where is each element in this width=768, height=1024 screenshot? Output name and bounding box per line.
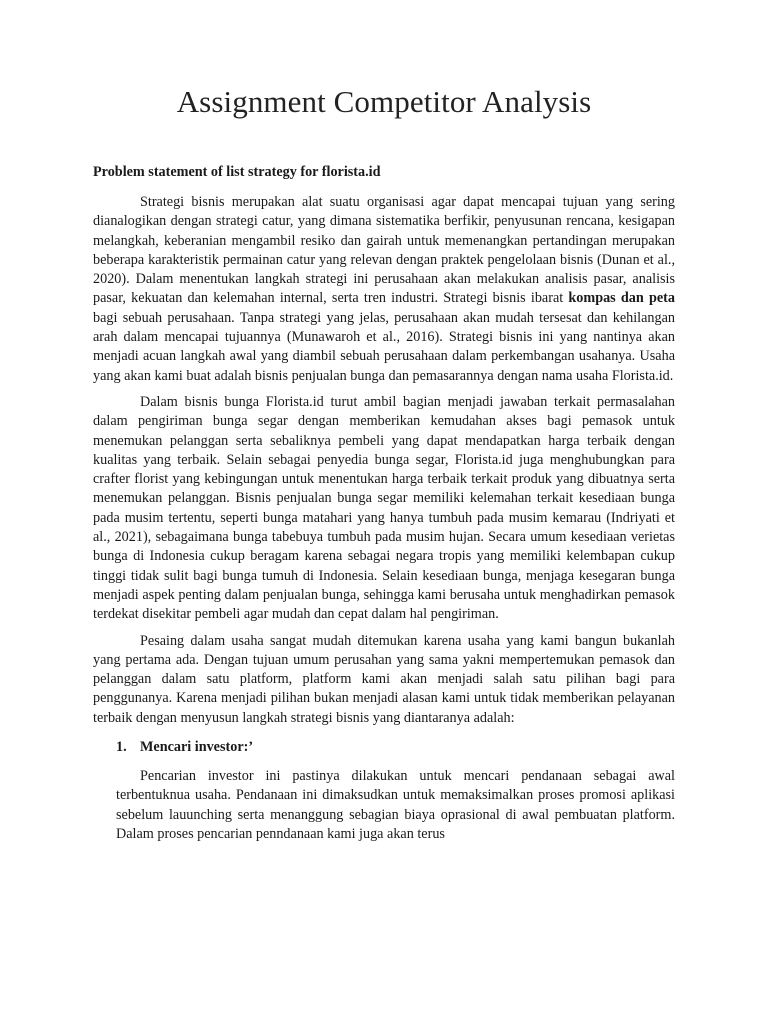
paragraph-2: Dalam bisnis bunga Florista.id turut ambil bagian menjadi jawaban terkait permasalahan dalam pengiriman bunga segar dengan memberikan kemudahan akses bagi pemasok untuk menemukan pelanggan serta sebaliknya pembeli yang dapat mendapatkan harga terbaik dengan kualitas yang terbaik. Selain sebagai penyedia bunga segar, Florista.id juga menghubungkan para crafter florist yang kebingungan untuk menentukan harga terbaik terkait produk yang dibuatnya serta menemukan pelanggan. Bisnis penjualan bunga segar memiliki kelemahan terkait kesediaan bunga pada musim tertentu, seperti bunga matahari yang hanya tumbuh pada musim kemarau (Indriyati et al., 2021), sebagaimana bunga tabebuya tumbuh pada musim hujan. Secara umum kesediaan verietas bunga di Indonesia cukup beragam karena sebagai negara tropis yang memiliki kelembapan cukup tinggi tidak sulit bagi bunga tumuh di Indonesia. Selain kesediaan bunga, menjaga kesegaran bunga menjadi aspek penting dalam penjualan bunga, sehingga kami berusaha untuk menghadirkan pemasok terdekat disekitar pembeli agar mudah dan cepat dalam hal pengiriman. xyxy=(93,393,675,623)
paragraph-1-text-a: Strategi bisnis merupakan alat suatu organisasi agar dapat mencapai tujuan yang sering dianalogikan dengan strategi catur, yang dimana sistematika berfikir, penyusunan rencana, kesigapan melangkah, keberanian mengambil resiko dan gairah untuk memenangkan pertandingan merupakan beberapa karakteristik permainan catur yang relevan dengan praktek pengelolaan bisnis (Dunan et al., 2020). Dalam menentukan langkah strategi ini perusahaan akan melakukan analisis pasar, analisis pasar, kekuatan dan kelemahan internal, serta tren industri. Strategi bisnis ibarat xyxy=(93,194,675,307)
paragraph-4: Pencarian investor ini pastinya dilakukan untuk mencari pendanaan sebagai awal terbentuknua usaha. Pendanaan ini dimaksudkan untuk memaksimalkan proses promosi aplikasi sebelum lauunching serta menanggung sebagian biaya oprasional di awal pembuatan platform. Dalam proses pencarian penndanaan kami juga akan terus xyxy=(116,768,675,842)
paragraph-1-bold-text: kompas dan peta xyxy=(568,290,675,307)
list-item-number: 1. xyxy=(116,739,127,756)
list-item-heading-1 xyxy=(116,739,675,756)
paragraph-1 xyxy=(93,193,675,386)
document-title: Assignment Competitor Analysis xyxy=(176,84,592,119)
paragraph-3: Pesaing dalam usaha sangat mudah ditemukan karena usaha yang kami bangun bukanlah yang pertama ada. Dengan tujuan umum perusahan yang sama yakni mempertemukan pemasok dan pelanggan dalam satu platform, platform kami akan menjadi salah satu pilihan bagi para penggunanya. Karena menjadi pilihan bukan menjadi alasan kami untuk tidak memberikan pelayanan terbaik dengan menyusun langkah strategi bisnis yang diantaranya adalah: xyxy=(93,632,675,726)
paragraph-1-text-b: bagi sebuah perusahaan. Tanpa strategi yang jelas, perusahaan akan mudah tersesat dan kehilangan arah dalam mencapai tujuannya (Munawaroh et al., 2016). Strategi bisnis ini yang nantinya akan menjadi acuan langkah awal yang diambil sebuah perusahaan dalam perkembangan usahanya. Usaha yang akan kami buat adalah bisnis penjualan bunga dan pemasarannya dengan nama usaha Florista.id. xyxy=(93,309,675,384)
section-heading: Problem statement of list strategy for florista.id xyxy=(93,164,381,180)
list-item-title: Mencari investor:’ xyxy=(140,739,254,756)
